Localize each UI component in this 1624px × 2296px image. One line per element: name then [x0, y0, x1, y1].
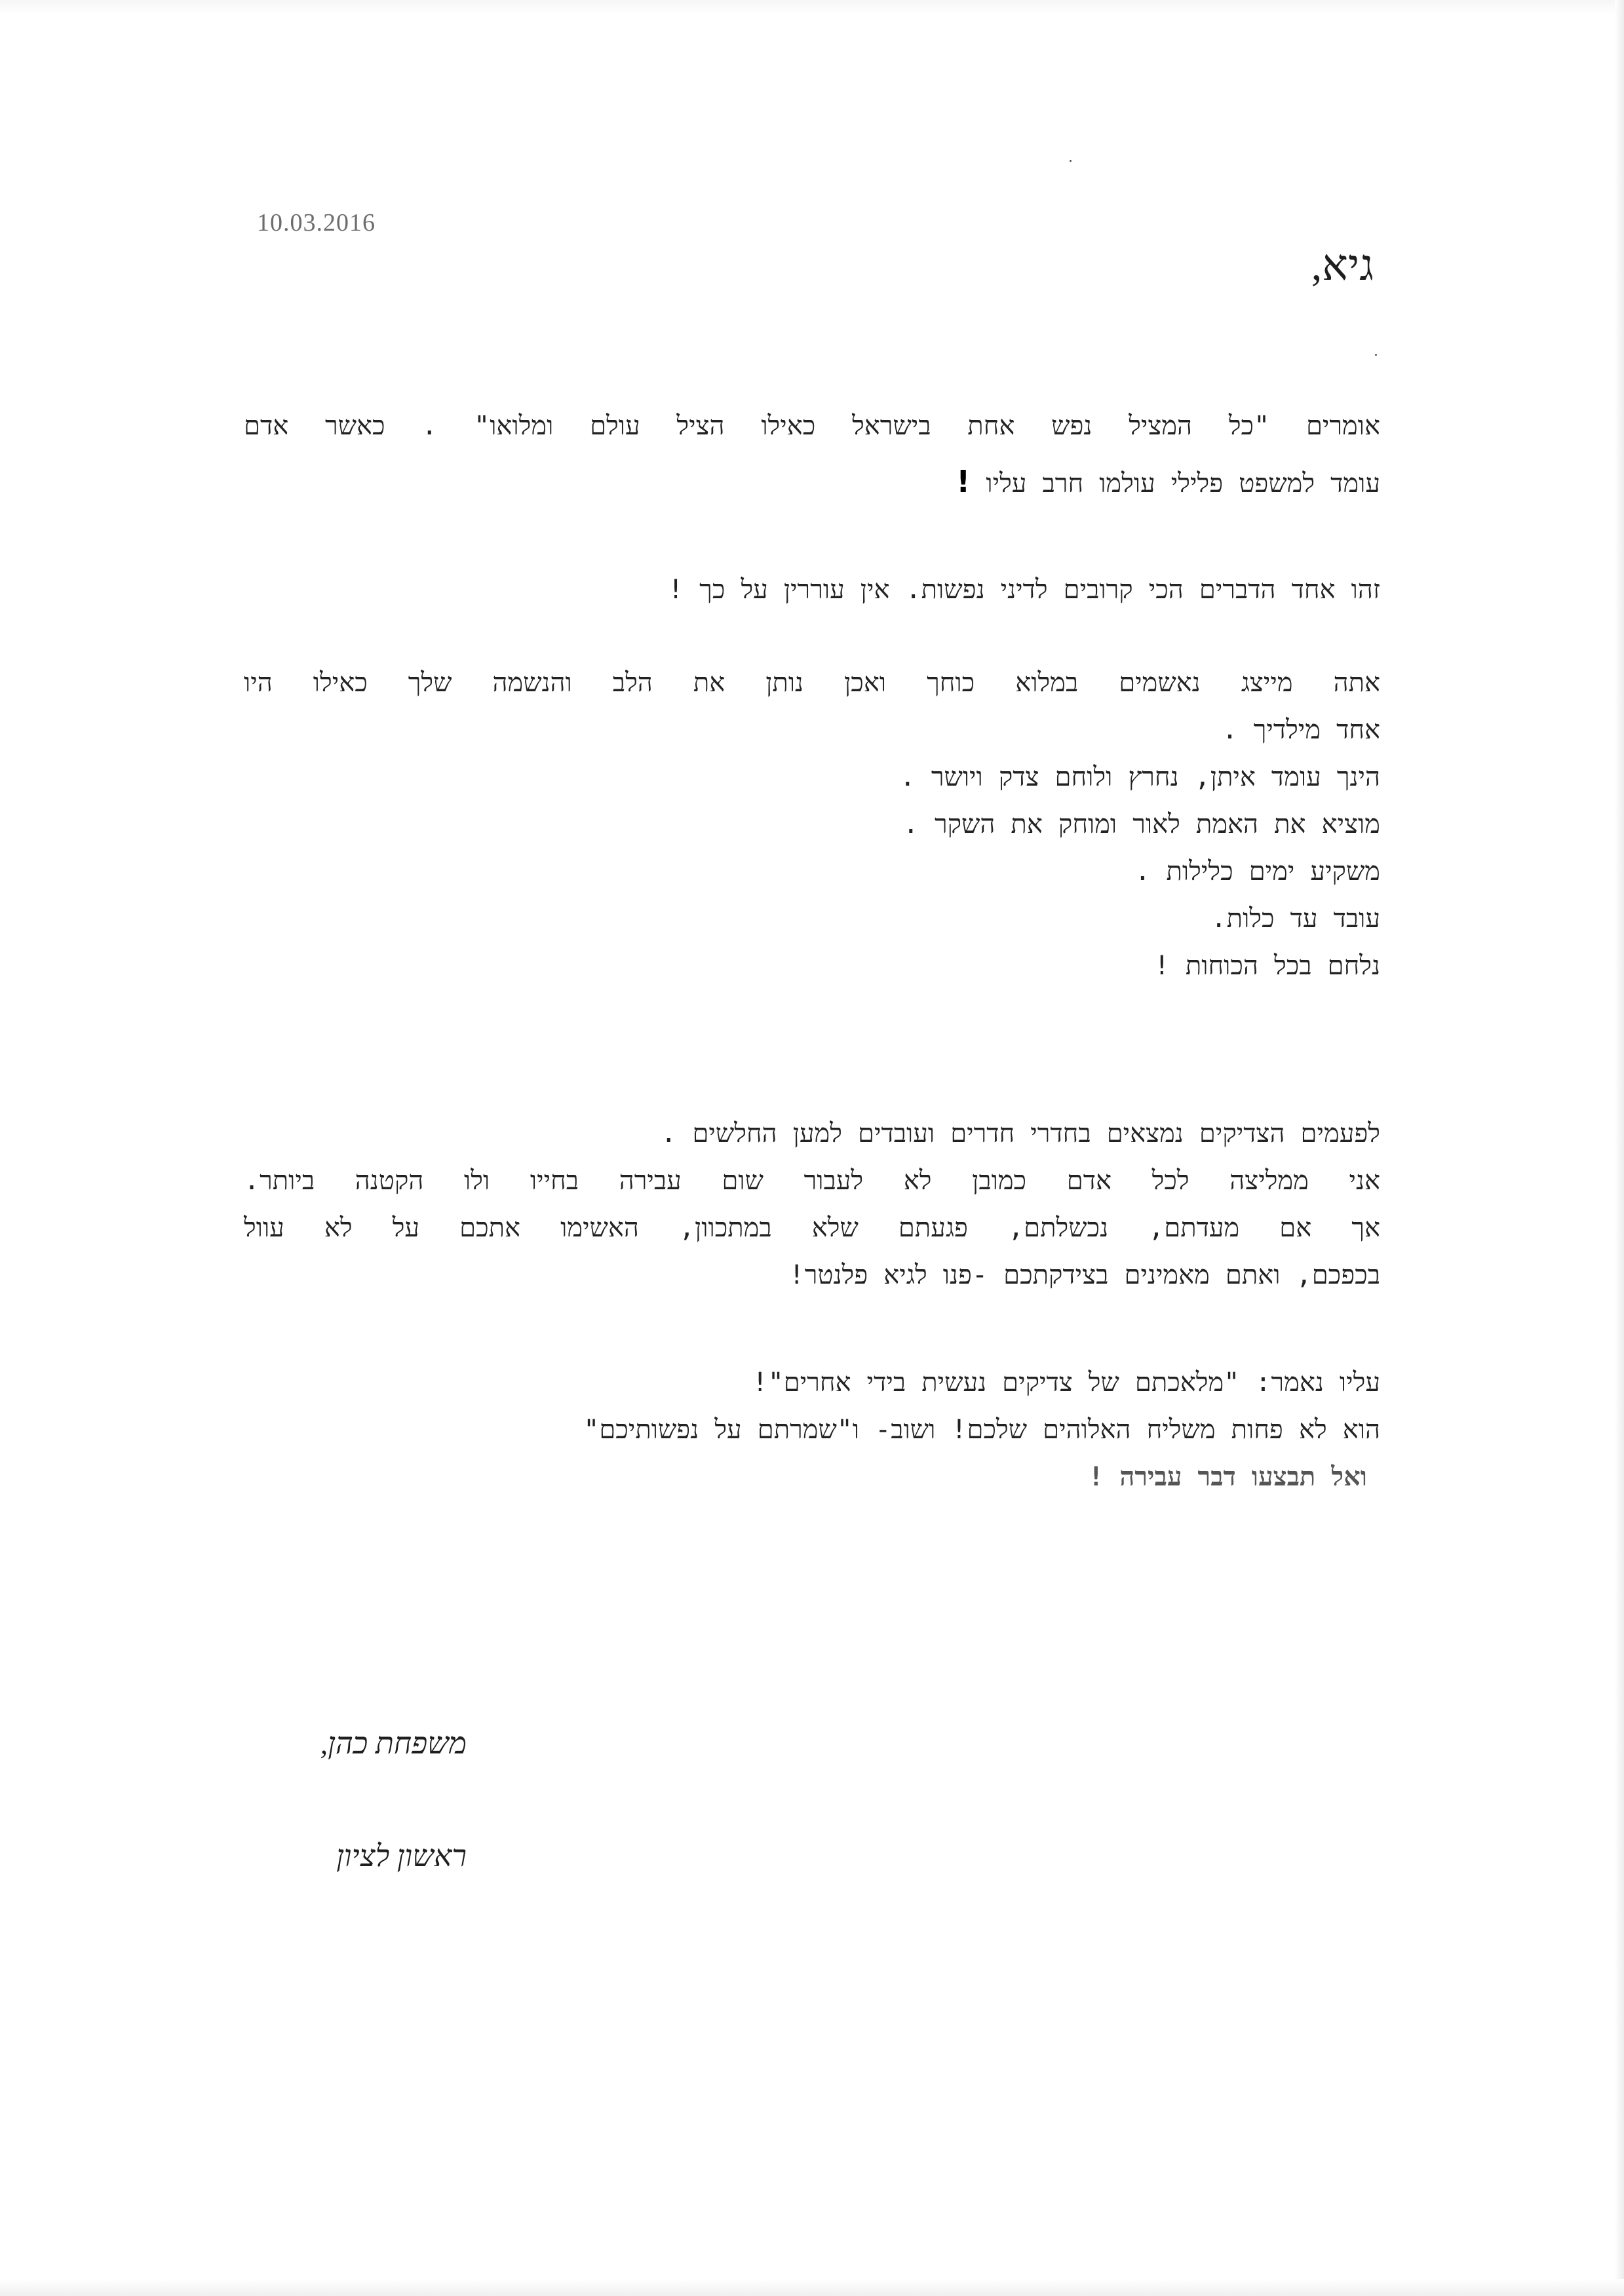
paragraph-line: מוציא את האמת לאור ומוחק את השקר .: [902, 809, 1380, 839]
paragraph-line: אחד מילדיך .: [1222, 715, 1380, 745]
scan-edge-bottom: [0, 2279, 1624, 2296]
scan-edge-top: [0, 0, 1624, 14]
signature-name: משפחת כהן,: [320, 1727, 467, 1760]
exclamation-mark: !: [956, 464, 971, 499]
paragraph-line: זהו אחד הדברים הכי קרובים לדיני נפשות. אין עוררין על כך !: [668, 575, 1380, 605]
paragraph-line: לפעמים הצדיקים נמצאים בחדרי חדרים ועובדים למען החלשים .: [661, 1119, 1380, 1149]
scan-speck: [1375, 354, 1377, 356]
paragraph-line: משקיע ימים כלילות .: [1134, 856, 1380, 887]
paragraph-line: אני ממליצה לכל אדם כמובן לא לעבור שום עבירה בחייו ולו הקטנה ביותר.: [244, 1166, 1380, 1196]
paragraph-line: נלחם בכל הכוחות !: [1153, 951, 1380, 981]
letter-date: 10.03.2016: [257, 209, 376, 237]
signature-city: ראשון לציון: [336, 1839, 467, 1873]
paragraph-line: עליו נאמר: "מלאכתם של צדיקים נעשית בידי אחרים"!: [752, 1368, 1380, 1398]
paragraph-line-text: עומד למשפט פלילי עולמו חרב עליו: [986, 469, 1380, 499]
paragraph-line: בכפכם, ואתם מאמינים בצידקתכם -פנו לגיא פלנטר!: [788, 1260, 1380, 1290]
letter-greeting: גיא,: [1311, 242, 1374, 290]
paragraph-line: אומרים "כל המציל נפש אחת בישראל כאילו הציל עולם ומלואו" . כאשר אדם: [244, 411, 1380, 441]
paragraph-line: הוא לא פחות משליח האלוהים שלכם! ושוב- ו"שמרתם על נפשותיכם": [583, 1415, 1380, 1445]
paragraph-line: אך אם מעדתם, נכשלתם, פגעתם שלא במתכוון, האשימו אתכם על לא עוול: [244, 1213, 1380, 1243]
paragraph-line: [956, 464, 1380, 499]
scan-edge-right: [1615, 0, 1624, 2296]
paragraph-line: עובד עד כלות.: [1210, 904, 1380, 934]
paragraph-line-emphasis: ואל תבצעו דבר עבירה !: [1088, 1462, 1367, 1492]
scan-speck: [1070, 160, 1072, 162]
paragraph-line: אתה מייצג נאשמים במלוא כוחך ואכן נותן את הלב והנשמה שלך כאילו היו: [244, 668, 1380, 698]
paragraph-line: הינך עומד איתן, נחרץ ולוחם צדק ויושר .: [899, 762, 1380, 792]
